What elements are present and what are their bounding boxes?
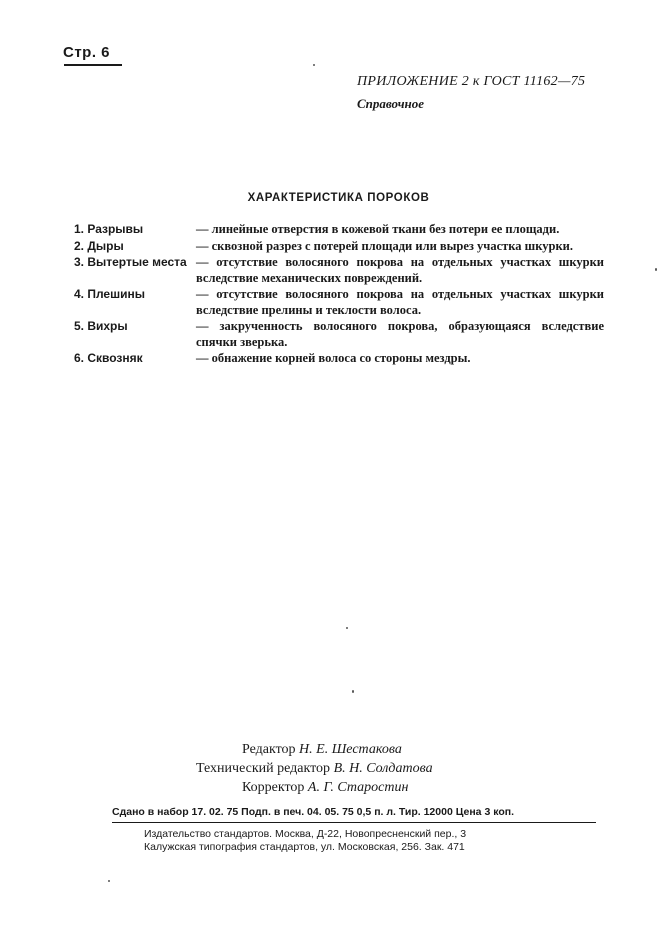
defect-row (74, 255, 604, 286)
credit-person: А. Г. Старостин (307, 780, 409, 795)
credit-tech-editor (190, 759, 433, 778)
defect-row (74, 239, 604, 255)
defect-term: 5. Вихры (74, 319, 128, 333)
scan-speck (313, 64, 315, 66)
defect-definition: — линейные отверстия в кожевой ткани без потери ее площади. (196, 222, 560, 236)
publisher-line: Издательство стандартов. Москва, Д-22, Новопресненский пер., 3 (144, 828, 467, 840)
appendix-title: ПРИЛОЖЕНИЕ 2 к ГОСТ 11162—75 (357, 74, 586, 89)
credit-role: Корректор (242, 780, 305, 795)
credit-proofreader (190, 778, 433, 797)
publisher-block (144, 828, 466, 854)
defect-term: 4. Плешины (74, 287, 145, 301)
defect-definition: — сквозной разрез с потерей площади или вырез участка шкурки. (196, 238, 573, 253)
defect-row (74, 351, 604, 367)
scan-speck (352, 690, 354, 693)
defect-row (74, 319, 604, 350)
appendix-status: Справочное (357, 96, 425, 111)
section-title: ХАРАКТЕРИСТИКА ПОРОКОВ (247, 192, 430, 204)
scan-speck (346, 627, 348, 629)
defect-term: 1. Разрывы (74, 222, 144, 236)
defect-definition: — закрученность волосяного покрова, образующаяся вследствие спячки зверька. (196, 319, 604, 349)
page-number-underline (64, 64, 122, 66)
credit-role: Редактор (242, 742, 296, 757)
printer-line: Калужская типография стандартов, ул. Московская, 256. Зак. 471 (144, 841, 465, 853)
credits-block (190, 740, 433, 797)
credit-role: Технический редактор (196, 761, 331, 776)
defect-term: 2. Дыры (74, 238, 124, 253)
defect-row (74, 222, 604, 238)
defect-definition: — отсутствие волосяного покрова на отдельных участках шкурки вследствие механических повреждений. (196, 255, 604, 285)
defect-term: 3. Вытертые места (74, 255, 187, 269)
scan-speck (108, 880, 110, 882)
defects-list (74, 222, 604, 368)
scan-speck (655, 268, 657, 271)
defect-term: 6. Сквозняк (74, 351, 143, 365)
defect-definition: — отсутствие волосяного покрова на отдельных участках шкурки вследствие прелины и теклости волоса. (196, 287, 604, 317)
imprint-divider (112, 822, 596, 823)
defect-row (74, 287, 604, 318)
defect-definition: — обнажение корней волоса со стороны мездры. (196, 351, 471, 365)
credit-person: В. Н. Солдатова (333, 761, 433, 776)
imprint-line: Сдано в набор 17. 02. 75 Подп. в печ. 04. 05. 75 0,5 п. л. Тир. 12000 Цена 3 коп. (112, 806, 514, 818)
credit-person: Н. Е. Шестакова (299, 742, 402, 757)
page-number: Стр. 6 (63, 44, 111, 61)
credit-editor (190, 740, 433, 759)
